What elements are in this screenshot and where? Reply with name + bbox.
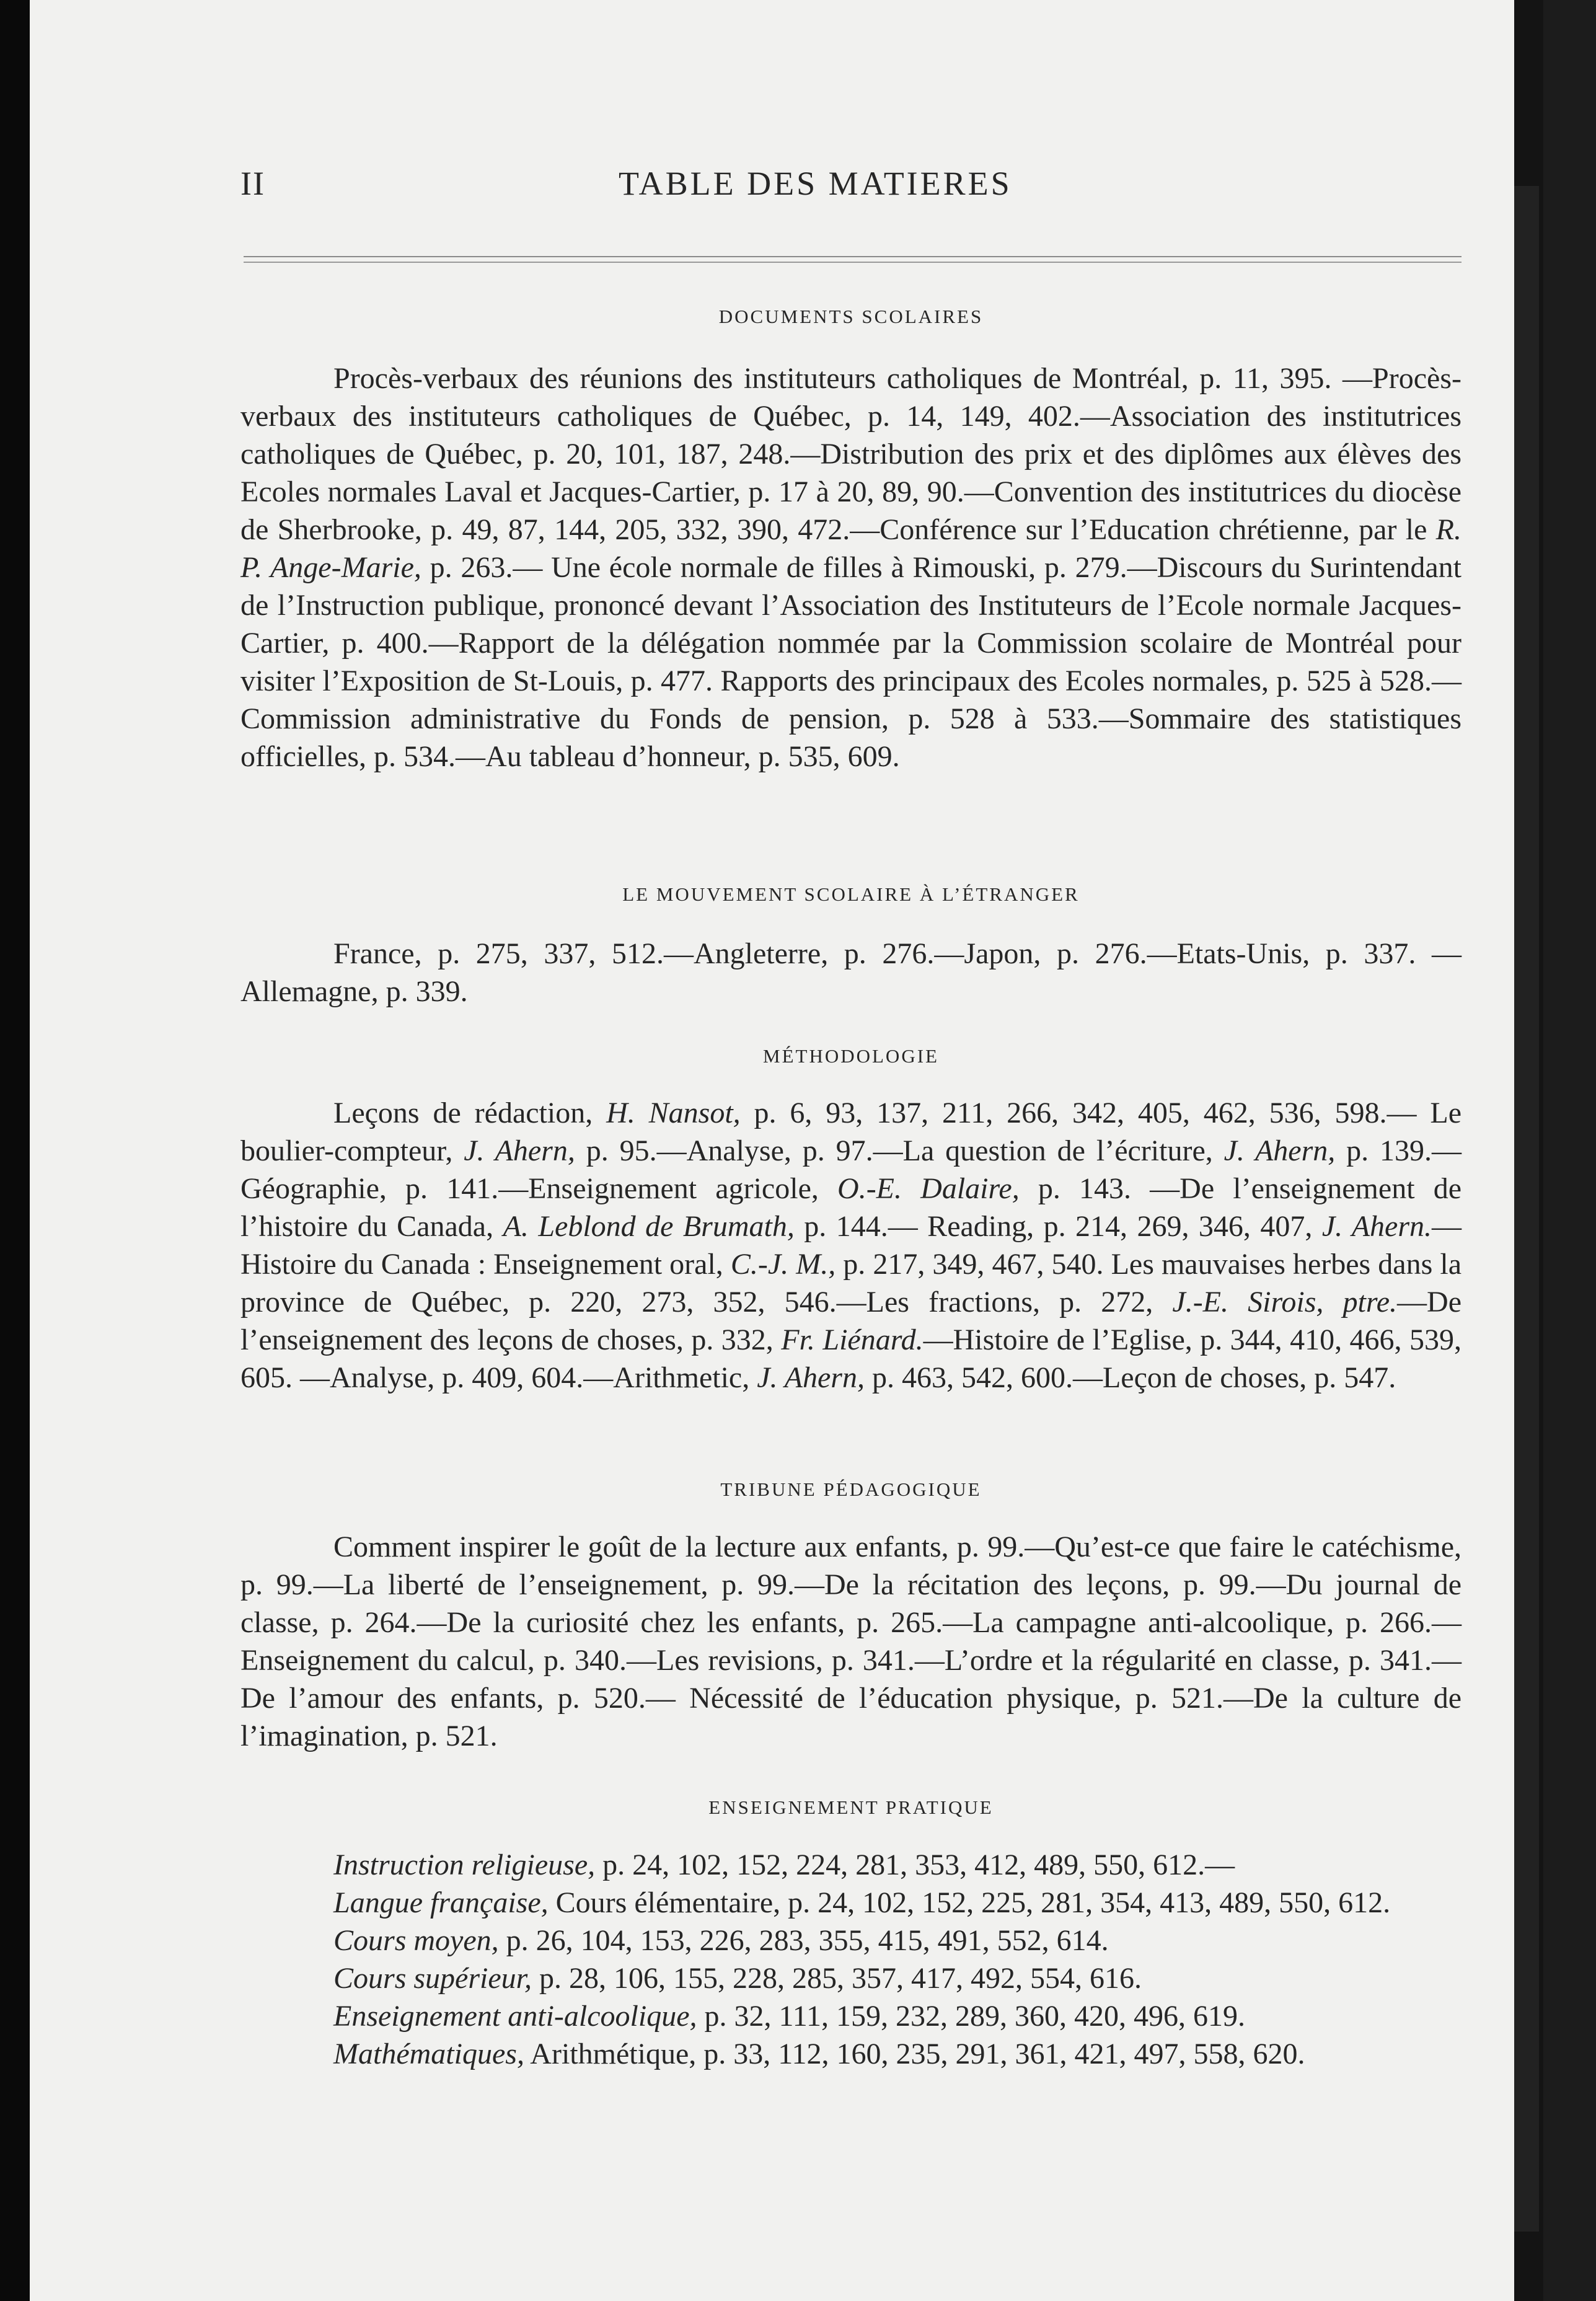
text-run: —Histoire du Canada : Enseignement oral, [240,1210,1462,1281]
header-rule [244,256,1462,257]
italic-run: J. Ahern, [1223,1134,1336,1167]
italic-run: A. Leblond de Brumath, [503,1210,795,1243]
list-item [240,2035,1462,2073]
section-body-methodologie [240,1094,1462,1397]
list-item [240,1997,1462,2035]
entry-label: Cours supérieur, [333,1962,532,1995]
text-run: p. 463, 542, 600.—Leçon de choses, p. 547. [864,1361,1396,1394]
entry-text: p. 32, 111, 159, 232, 289, 360, 420, 496, 619. [697,2000,1245,2033]
italic-run: J. Ahern, [464,1134,575,1167]
section-title-pratique: ENSEIGNEMENT PRATIQUE [708,1796,994,1818]
entry-text: p. 28, 106, 155, 228, 285, 357, 417, 492, 554, 616. [532,1962,1142,1995]
section-body-etranger [240,935,1462,1010]
header-rule [244,262,1462,263]
scan-shadow-right [1514,186,1539,2232]
italic-run: Fr. Liénard. [781,1323,924,1356]
text-run: —Histoire de l’Eglise, p. 344, 410, 466, 539, 605. —Analyse, p. 409, 604.—Arithmetic, [240,1323,1462,1394]
text-run: p. 139.—Géographie, p. 141.—Enseignement agricole, [240,1134,1462,1205]
entry-label: Langue française, [333,1886,549,1919]
text-run: p. 217, 349, 467, 540. Les mauvaises herbes dans la province de Québec, p. 220, 273, 352, 546.—Les fractions, p. 272, [240,1248,1462,1318]
list-item [240,1884,1462,1922]
italic-run: R. P. Ange-Marie, [240,513,1462,584]
list-item [240,1922,1462,1959]
page-title: TABLE DES MATIERES [619,165,1012,202]
entry-label: Instruction religieuse, [333,1848,596,1881]
text-run: p. 95.—Analyse, p. 97.—La question de l’écriture, [575,1134,1224,1167]
section-body-pratique [240,1846,1462,2073]
scan-border-right [1543,0,1596,2301]
section-title-etranger: LE MOUVEMENT SCOLAIRE À L’ÉTRANGER [622,883,1080,905]
entry-text: p. 24, 102, 152, 224, 281, 353, 412, 489, 550, 612.— [595,1848,1235,1881]
section-body-documents [240,360,1462,775]
list-item [240,1846,1462,1884]
page-number: II [240,165,265,202]
entry-text: Arithmétique, p. 33, 112, 160, 235, 291, 361, 421, 497, 558, 620. [524,2038,1305,2070]
text-run: Procès-verbaux des réunions des instituteurs catholiques de Montréal, p. 11, 395. —Procès-verbaux des instituteurs catholiques de Québec, p. 14, 149, 402.—Association des institutrices catholiques de Québec, p. 20, 101, 187, 248.—Distribution des prix et des diplômes aux élèves des Ecoles normales Laval et Jacques-Cartier, p. 17 à 20, 89, 90.—Convention des institutrices du diocèse de Sherbrooke, p. 49, 87, 144, 205, 332, 390, 472.—Conférence sur l’Education chrétienne, par le [240,362,1462,546]
section-title-tribune: TRIBUNE PÉDAGOGIQUE [720,1478,982,1500]
italic-run: O.-E. Dalaire, [837,1172,1020,1205]
text-run: Comment inspirer le goût de la lecture aux enfants, p. 99.—Qu’est-ce que faire le catéchisme, p. 99.—La liberté de l’enseignement, p. 99.—De la récitation des leçons, p. 99.—Du journal de classe, p. 264.—De la curiosité chez les enfants, p. 265.—La campagne anti-alcoolique, p. 266.—Enseignement du calcul, p. 340.—Les revisions, p. 341.—L’ordre et la régularité en classe, p. 341.—De l’amour des enfants, p. 520.— Nécessité de l’éducation physique, p. 521.—De la culture de l’imagination, p. 521. [240,1530,1462,1752]
text-run: p. 263.— Une école normale de filles à Rimouski, p. 279.—Discours du Surintendant de l’Instruction publique, prononcé devant l’Association des Instituteurs de l’Ecole normale Jacques-Cartier, p. 400.—Rapport de la délégation nommée par la Commission scolaire de Montréal pour visiter l’Exposition de St-Louis, p. 477. Rapports des principaux des Ecoles normales, p. 525 à 528.—Commission administrative du Fonds de pension, p. 528 à 533.—Sommaire des statistiques officielles, p. 534.—Au tableau d’honneur, p. 535, 609. [240,551,1462,773]
text-run: p. 144.— Reading, p. 214, 269, 346, 407, [794,1210,1322,1243]
text-run: p. 143. —De l’enseignement de l’histoire du Canada, [240,1172,1462,1243]
entry-label: Mathématiques, [333,2038,524,2070]
list-item [240,1959,1462,1997]
entry-label: Cours moyen, [333,1924,499,1957]
italic-run: J.-E. Sirois, ptre. [1172,1286,1398,1318]
section-title-documents: DOCUMENTS SCOLAIRES [718,306,984,327]
entry-text: p. 26, 104, 153, 226, 283, 355, 415, 491, 552, 614. [498,1924,1109,1957]
section-title-methodologie: MÉTHODOLOGIE [763,1045,939,1067]
entry-label: Enseignement anti-alcoolique, [333,2000,697,2033]
text-run: —De l’enseignement des leçons de choses, p. 332, [240,1286,1462,1356]
entry-text: Cours élémentaire, p. 24, 102, 152, 225, 281, 354, 413, 489, 550, 612. [548,1886,1391,1919]
text-run: p. 6, 93, 137, 211, 266, 342, 405, 462, 536, 598.— Le boulier-compteur, [240,1097,1462,1167]
italic-run: J. Ahern, [757,1361,865,1394]
text-run: France, p. 275, 337, 512.—Angleterre, p. 276.—Japon, p. 276.—Etats-Unis, p. 337. —Allemagne, p. 339. [240,937,1462,1008]
scan-border-left [0,0,30,2301]
italic-run: C.-J. M., [730,1248,836,1281]
italic-run: J. Ahern. [1321,1210,1432,1243]
text-run: Leçons de rédaction, [333,1097,607,1129]
section-body-tribune [240,1528,1462,1755]
document-page [30,0,1514,2301]
italic-run: H. Nansot, [606,1097,741,1129]
